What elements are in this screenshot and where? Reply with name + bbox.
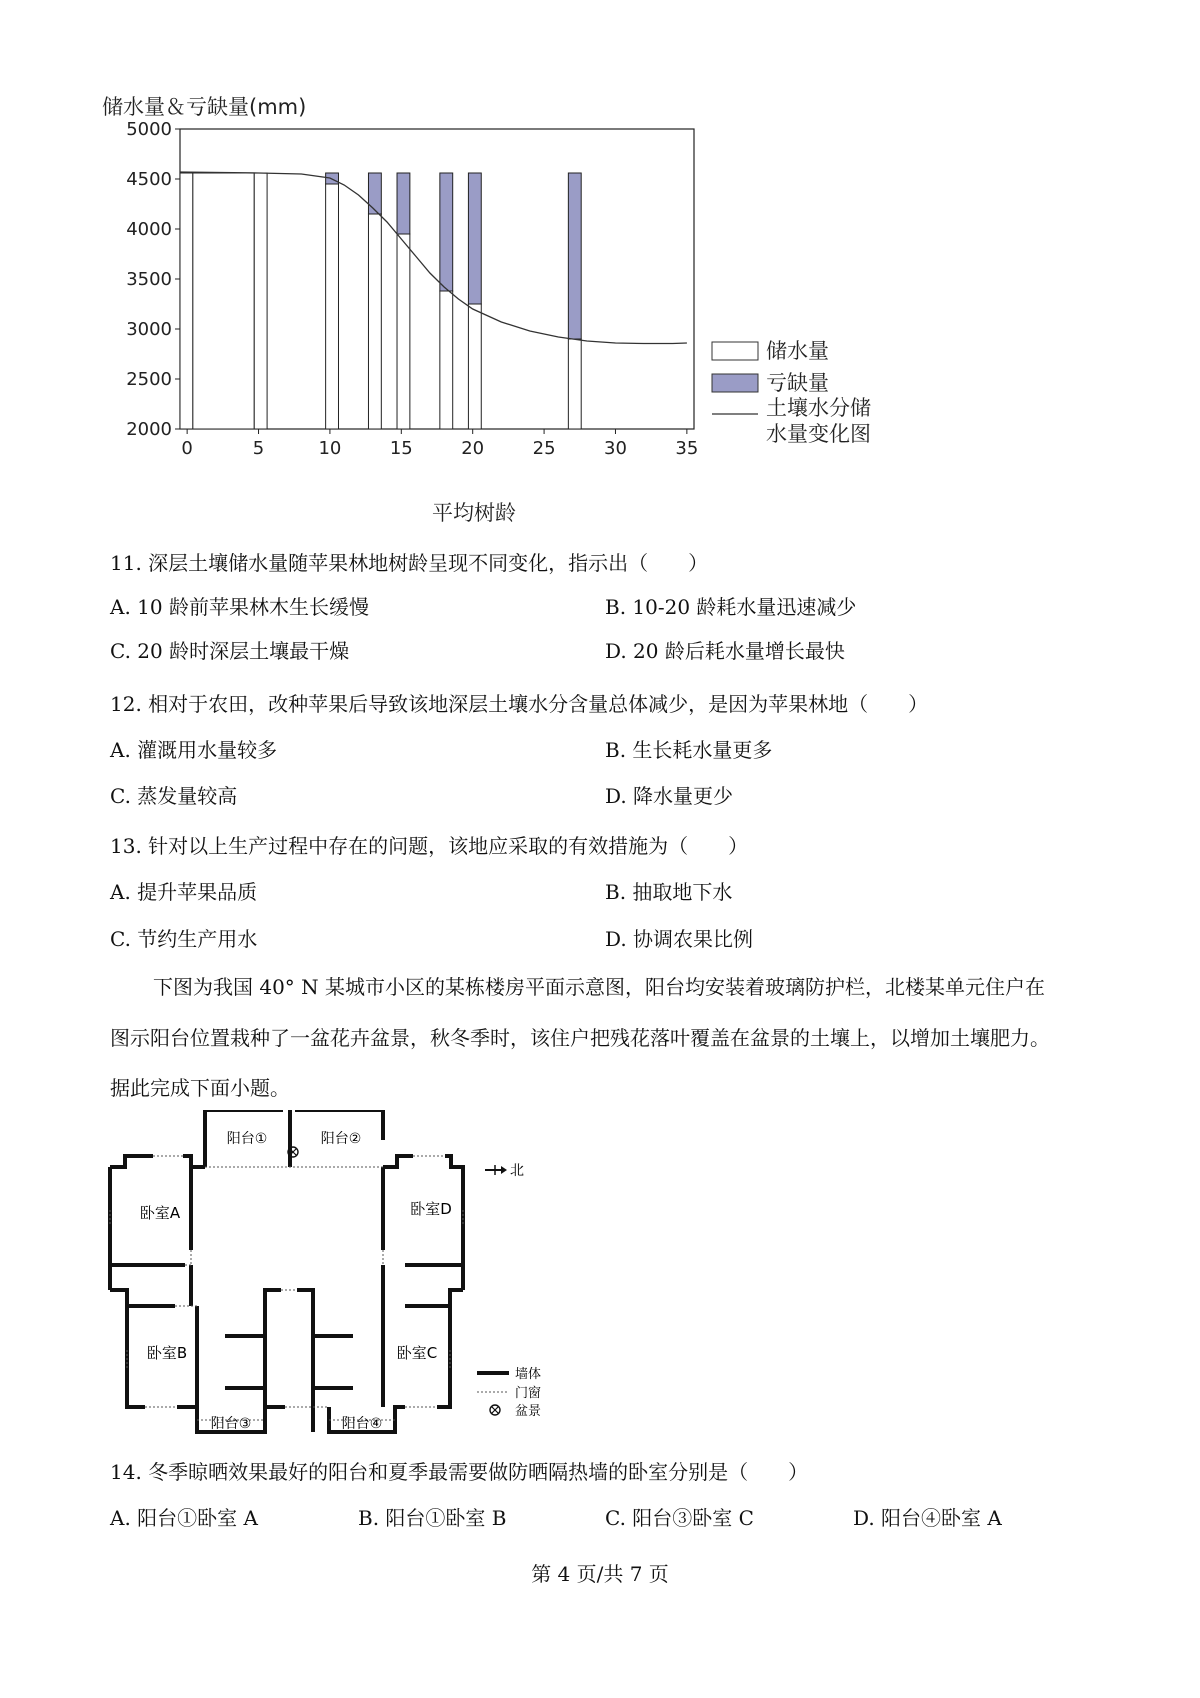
y-tick-label: 4000	[126, 219, 172, 240]
legend-swatch-deficit	[712, 374, 758, 392]
balcony-3-label: 阳台③	[210, 1416, 252, 1432]
question-stem: 11. 深层土壤储水量随苹果林地树龄呈现不同变化，指示出（ ）	[110, 551, 709, 575]
storage-bar	[397, 234, 410, 429]
bedroom-b-label: 卧室B	[146, 1344, 188, 1362]
deficit-bar	[568, 173, 581, 339]
chart-ylabel: 储水量＆亏缺量(mm)	[102, 95, 307, 119]
legend-swatch-storage	[712, 342, 758, 360]
x-tick-label: 20	[461, 438, 485, 459]
option-b[interactable]: B. 生长耗水量更多	[605, 738, 773, 762]
bedroom-c-label: 卧室C	[396, 1344, 438, 1362]
legend-label-storage: 储水量	[766, 339, 829, 363]
balcony-4-label: 阳台④	[341, 1416, 383, 1432]
storage-bar	[326, 184, 339, 429]
option-a[interactable]: A. 阳台①卧室 A	[110, 1506, 258, 1530]
doors-windows	[110, 1156, 463, 1420]
walls	[110, 1110, 463, 1432]
deficit-bar	[468, 173, 481, 304]
option-d[interactable]: D. 阳台④卧室 A	[853, 1506, 1002, 1530]
x-tick-label: 5	[252, 438, 265, 459]
storage-bar	[568, 339, 581, 429]
x-tick-label: 35	[675, 438, 699, 459]
storage-bar	[368, 214, 381, 429]
chart-legend	[712, 339, 871, 446]
x-tick-label: 30	[604, 438, 627, 459]
plot-area	[126, 119, 698, 459]
option-d[interactable]: D. 20 龄后耗水量增长最快	[605, 639, 845, 663]
y-tick-label: 2500	[126, 369, 172, 390]
storage-bar	[468, 304, 481, 429]
floor-plan	[105, 1110, 625, 1440]
y-tick-label: 2000	[126, 419, 172, 440]
y-tick-label: 3500	[126, 269, 172, 290]
option-a[interactable]: A. 10 龄前苹果林木生长缓慢	[110, 595, 369, 619]
x-tick-label: 0	[181, 438, 193, 459]
balcony-1-label: 阳台①	[226, 1131, 268, 1147]
storage-bar	[180, 173, 193, 429]
y-tick-label: 3000	[126, 319, 172, 340]
storage-bar	[193, 173, 254, 429]
question-stem: 13. 针对以上生产过程中存在的问题，该地应采取的有效措施为（ ）	[110, 834, 749, 858]
option-d[interactable]: D. 协调农果比例	[605, 927, 754, 951]
intro-line-3: 据此完成下面小题。	[110, 1076, 290, 1100]
deficit-bar	[440, 173, 453, 291]
option-d[interactable]: D. 降水量更少	[605, 784, 734, 808]
y-tick-label: 5000	[126, 119, 172, 140]
bedroom-a-label: 卧室A	[139, 1204, 181, 1222]
option-c[interactable]: C. 节约生产用水	[110, 927, 258, 951]
intro-line-1: 下图为我国 40° N 某城市小区的某栋楼房平面示意图，阳台均安装着玻璃防护栏，北楼某单元住户在	[153, 975, 1046, 999]
deficit-bar	[368, 173, 381, 214]
option-c[interactable]: C. 蒸发量较高	[110, 784, 238, 808]
question-stem: 14. 冬季晾晒效果最好的阳台和夏季最需要做防晒隔热墙的卧室分别是（ ）	[110, 1460, 809, 1484]
legend-label-curve-2: 水量变化图	[766, 422, 871, 446]
question-stem: 12. 相对于农田，改种苹果后导致该地深层土壤水分含量总体减少，是因为苹果林地（ ）	[110, 692, 929, 716]
storage-bar	[254, 173, 267, 429]
option-b[interactable]: B. 阳台①卧室 B	[358, 1506, 507, 1530]
storage-bar	[440, 291, 453, 429]
soil-water-chart	[90, 90, 990, 530]
balcony-2-label: 阳台②	[320, 1131, 362, 1147]
option-b[interactable]: B. 10-20 龄耗水量迅速减少	[605, 595, 857, 619]
north-arrow-icon	[485, 1165, 507, 1175]
intro-line-2: 图示阳台位置栽种了一盆花卉盆景，秋冬季时，该住户把残花落叶覆盖在盆景的土壤上，以增加土壤肥力。	[110, 1026, 1050, 1050]
option-c[interactable]: C. 阳台③卧室 C	[605, 1506, 754, 1530]
north-label: 北	[510, 1163, 524, 1179]
y-tick-label: 4500	[126, 169, 172, 190]
legend-pot-icon	[490, 1405, 500, 1415]
legend-label-deficit: 亏缺量	[766, 371, 829, 395]
x-tick-label: 25	[532, 438, 556, 459]
chart-xlabel: 平均树龄	[432, 501, 516, 525]
x-tick-label: 10	[318, 438, 342, 459]
option-a[interactable]: A. 提升苹果品质	[110, 880, 258, 904]
deficit-bar	[397, 173, 410, 234]
page-footer: 第 4 页/共 7 页	[531, 1562, 669, 1586]
legend-pot-label: 盆景	[515, 1404, 542, 1419]
legend-wall-label: 墙体	[515, 1367, 542, 1382]
x-tick-label: 15	[389, 438, 413, 459]
option-a[interactable]: A. 灌溉用水量较多	[110, 738, 278, 762]
option-c[interactable]: C. 20 龄时深层土壤最干燥	[110, 639, 350, 663]
legend-label-curve-1: 土壤水分储	[766, 396, 871, 420]
option-b[interactable]: B. 抽取地下水	[605, 880, 733, 904]
bedroom-d-label: 卧室D	[410, 1200, 452, 1218]
legend-door-label: 门窗	[515, 1386, 542, 1401]
